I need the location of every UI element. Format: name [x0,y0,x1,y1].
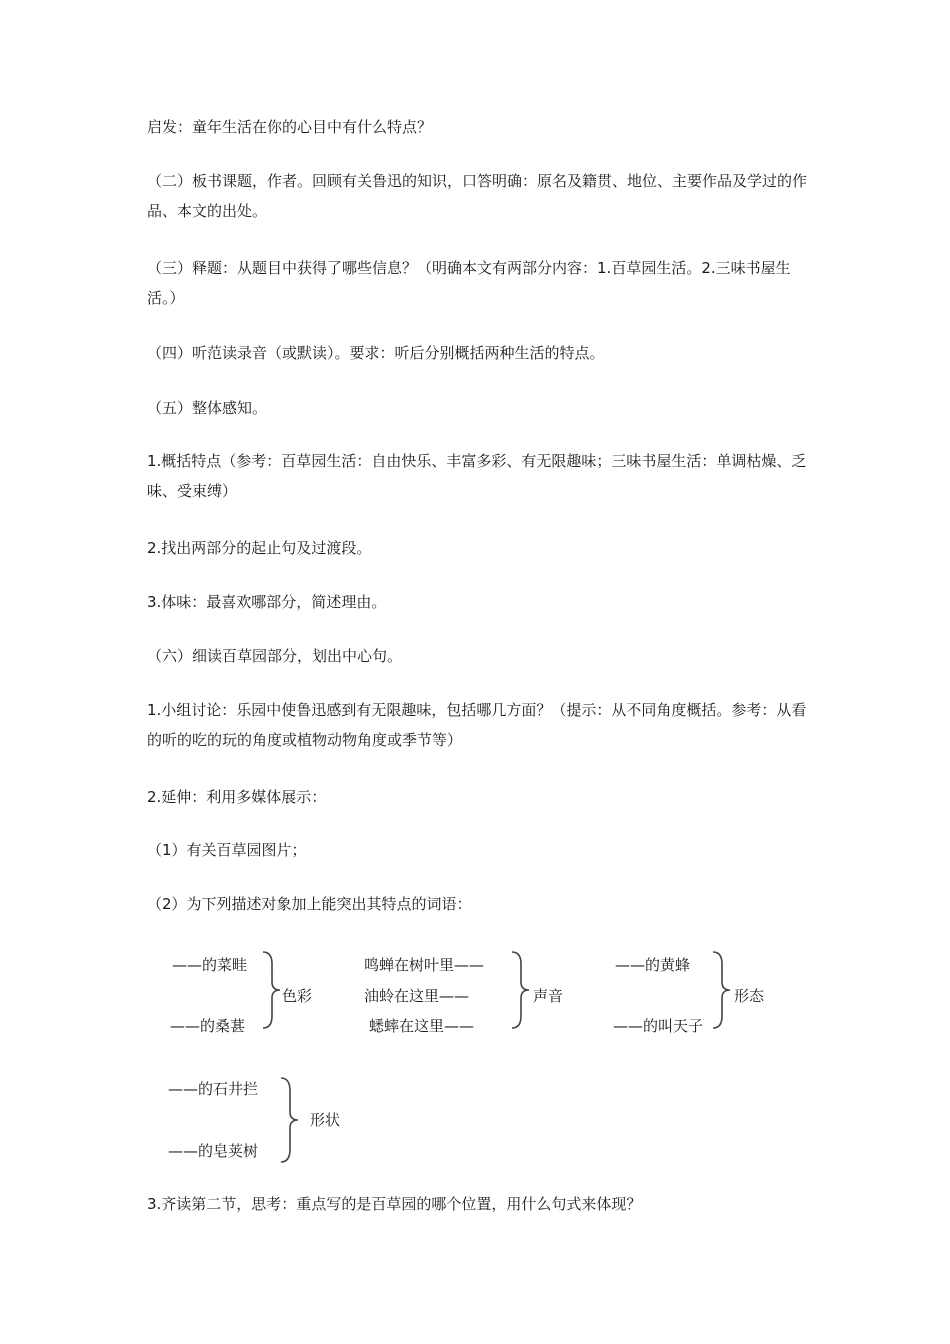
diagram-item: ——的黄蜂 [615,956,691,974]
paragraph-sub-2: （2）为下列描述对象加上能突出其特点的词语： [147,895,472,913]
paragraph-section-2: （二）板书课题，作者。回顾有关鲁迅的知识，口答明确：原名及籍贯、地位、主要作品及学过的作品、本文的出处。 [147,172,808,220]
paragraph-item-3: 3.体味：最喜欢哪部分，简述理由。 [147,593,387,611]
paragraph-item-3-reading: 3.齐读第二节，思考：重点写的是百草园的哪个位置，用什么句式来体现？ [147,1195,642,1213]
paragraph-discussion: 1.小组讨论：乐园中使鲁迅感到有无限趣味，包括哪几方面？（提示：从不同角度概括。参考：从看的听的吃的玩的角度或植物动物角度或季节等） [147,701,807,749]
diagram-item: ——的皂荚树 [168,1142,259,1160]
paragraph-item-2: 2.找出两部分的起止句及过渡段。 [147,539,372,557]
brace-icon [710,950,732,1030]
brace-icon [260,950,282,1030]
paragraph-section-4: （四）听范读录音（或默读）。要求：听后分别概括两种生活的特点。 [147,344,605,362]
diagram-item: ——的桑葚 [170,1017,246,1035]
paragraph-extension: 2.延伸：利用多媒体展示： [147,788,327,806]
paragraph-section-6: （六）细读百草园部分，划出中心句。 [147,647,403,665]
diagram-item: 蟋蟀在这里—— [369,1017,475,1035]
diagram-category-label: 声音 [533,987,564,1005]
paragraph-section-3: （三）释题：从题目中获得了哪些信息？（明确本文有两部分内容：1.百草园生活。2.三味书屋生活。） [147,259,791,307]
paragraph-sub-1: （1）有关百草园图片； [147,841,307,859]
diagram-category-label: 形态 [734,987,765,1005]
diagram-category-label: 色彩 [282,987,313,1005]
paragraph-section-5: （五）整体感知。 [147,399,268,417]
brace-icon [278,1076,300,1164]
diagram-category-label: 形状 [310,1111,341,1129]
diagram-item: ——的叫天子 [613,1017,704,1035]
diagram-item: 油蛉在这里—— [364,987,470,1005]
paragraph-inspiration: 启发：童年生活在你的心目中有什么特点？ [147,118,433,136]
diagram-item: ——的石井拦 [168,1080,259,1098]
brace-icon [509,950,531,1030]
diagram-item: 鸣蝉在树叶里—— [364,956,485,974]
paragraph-item-1: 1.概括特点（参考：百草园生活：自由快乐、丰富多彩、有无限趣味；三味书屋生活：单调枯燥、乏味、受束缚） [147,452,807,500]
diagram-item: ——的菜畦 [172,956,248,974]
